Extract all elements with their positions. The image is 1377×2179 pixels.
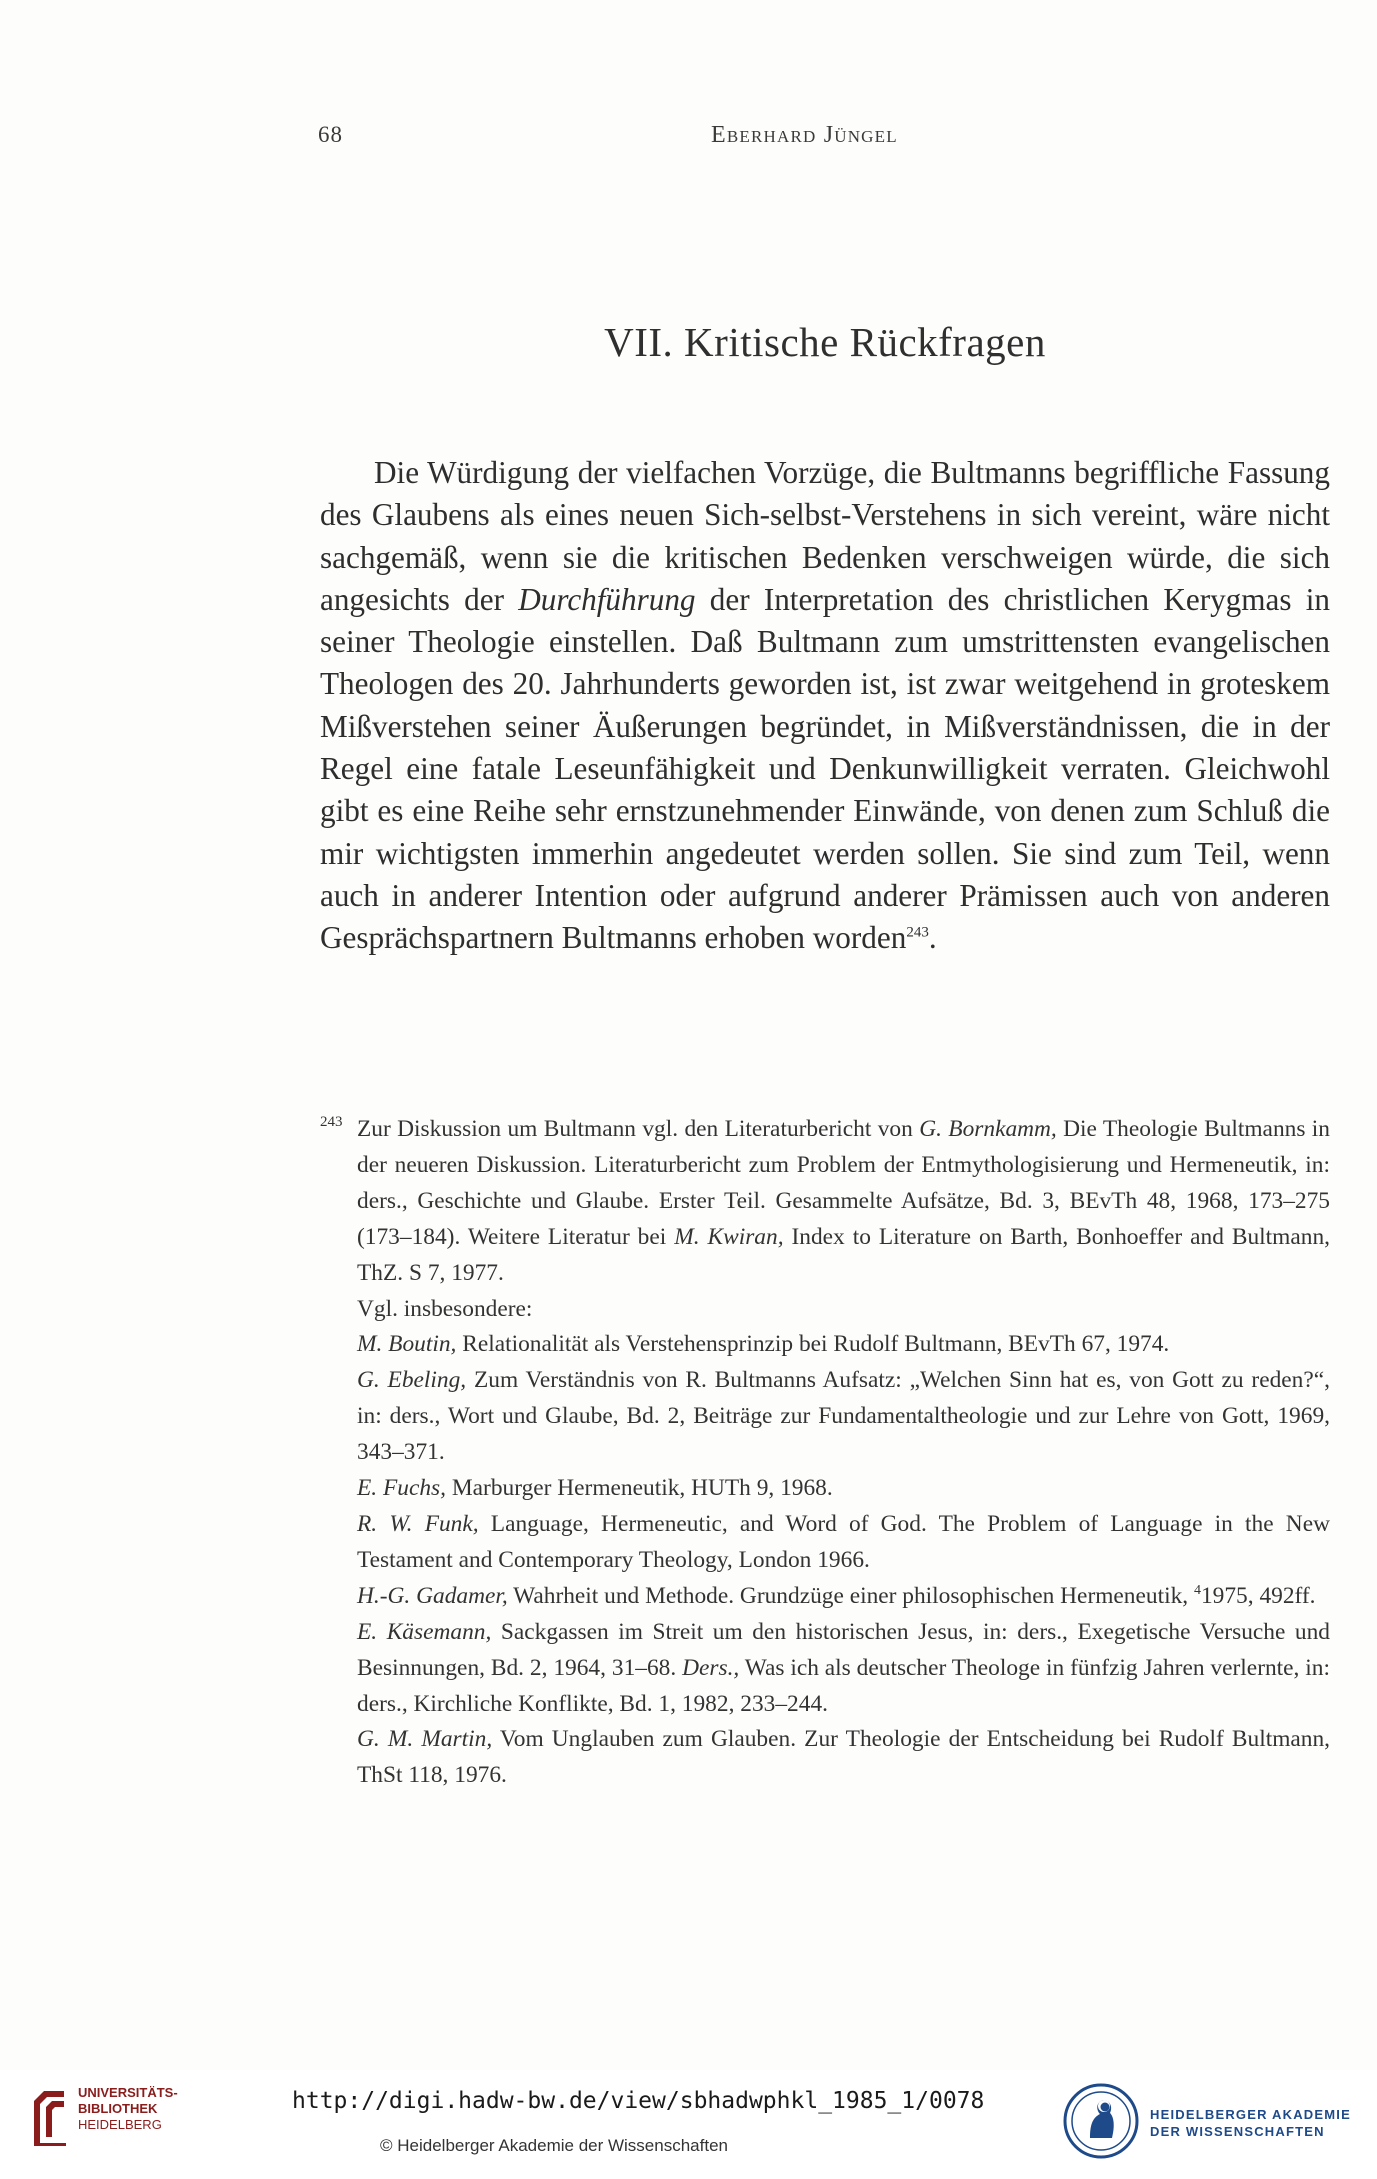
footnote-entry: Vgl. insbesondere: [357,1295,533,1322]
footer-bar [0,2070,1377,2179]
footnote-entry: Zur Diskussion um Bultmann vgl. den Literaturbericht von G. Bornkamm, Die Theologie Bultmanns in der neueren Diskussion. Literaturbericht zum Problem der Entmythologisierung und Hermeneutik, in: ders., Geschichte und Glaube. Erster Teil. Gesammelte Aufsätze, Bd. 3, BEvTh 48, 1968, 173–275 (173–184). Weitere Literatur bei M. Kwiran, Index to Literature on Barth, Bonhoeffer and Bultmann, ThZ. S 7, 1977. [357,1116,1330,1286]
academy-logo[interactable] [1062,2082,1372,2162]
academy-seal-icon [1062,2082,1140,2160]
footnote-entry: R. W. Funk, Language, Hermeneutic, and Word of God. The Problem of Language in the New Testament and Contemporary Theology, London 1966. [357,1510,1330,1573]
footnotes [320,1112,1330,1794]
ub-heidelberg-logo-icon [30,2087,70,2147]
copyright-notice: © Heidelberger Akademie der Wissenschaften [380,2136,728,2155]
running-title: Eberhard Jüngel [711,122,898,148]
permalink-url[interactable]: http://digi.hadw-bw.de/view/sbhadwphkl_1985_1/0078 [292,2088,985,2114]
emphasis: Durchführung [518,581,696,617]
library-name: UNIVERSITÄTS- BIBLIOTHEK HEIDELBERG [78,2085,178,2132]
page-number: 68 [318,122,343,147]
footnote-entry: G. Ebeling, Zum Verständnis von R. Bultmanns Aufsatz: „Welchen Sinn hat es, von Gott zu reden?“, in: ders., Wort und Glaube, Bd. 2, Beiträge zur Fundamentaltheologie und zur Lehre von Gott, 1969, 343–371. [357,1367,1330,1466]
footnote-entry: M. Boutin, Relationalität als Verstehensprinzip bei Rudolf Bultmann, BEvTh 67, 1974. [357,1331,1170,1358]
paragraph: Die Würdigung der vielfachen Vorzüge, die Bultmanns begriffliche Fassung des Glaubens als eines neuen Sich-selbst-Verstehens in sich vereint, wäre nicht sachgemäß, wenn sie die kritischen Bedenken verschweigen würde, die sich angesichts der Durchführung der Interpretation des christlichen Kerygmas in seiner Theologie einstellen. Daß Bultmann zum umstrittensten evangelischen Theologen des 20. Jahrhunderts geworden ist, ist zwar weitgehend in groteskem Mißverstehen seiner Äußerungen begründet, in Mißverständnissen, die in der Regel eine fatale Leseunfähigkeit und Denkunwilligkeit verraten. Gleichwohl gibt es eine Reihe sehr ernstzunehmender Einwände, von denen zum Schluß die mir wichtigsten immerhin angedeutet werden sollen. Sie sind zum Teil, wenn auch in anderer Intention oder aufgrund anderer Prämissen auch von anderen Gesprächspartnern Bultmanns erhoben worden$^{243}$. [320,455,1331,956]
footnote-entry: E. Käsemann, Sackgassen im Streit um den historischen Jesus, in: ders., Exegetische Versuche und Besinnungen, Bd. 2, 1964, 31–68. Ders., Was ich als deutscher Theologe in fünfzig Jahren verlernte, in: ders., Kirchliche Konflikte, Bd. 1, 1982, 233–244. [357,1618,1330,1717]
academy-name: HEIDELBERGER AKADEMIE DER WISSENSCHAFTEN [1150,2107,1351,2139]
library-logo[interactable] [30,2085,178,2157]
footnote-entry: H.-G. Gadamer, Wahrheit und Methode. Grundzüge einer philosophischen Hermeneutik, $^4$1975, 492ff. [357,1582,1316,1609]
footnote-number: 243 [320,1114,343,1130]
section-heading: VII. Kritische Rückfragen [604,319,1046,365]
footnote-entry: G. M. Martin, Vom Unglauben zum Glauben. Zur Theologie der Entscheidung bei Rudolf Bultmann, ThSt 118, 1976. [357,1726,1331,1789]
footnote-ref: 243 [906,924,929,941]
body-text [320,452,1330,960]
running-head [318,122,963,156]
footnote-entry: E. Fuchs, Marburger Hermeneutik, HUTh 9, 1968. [357,1475,833,1502]
